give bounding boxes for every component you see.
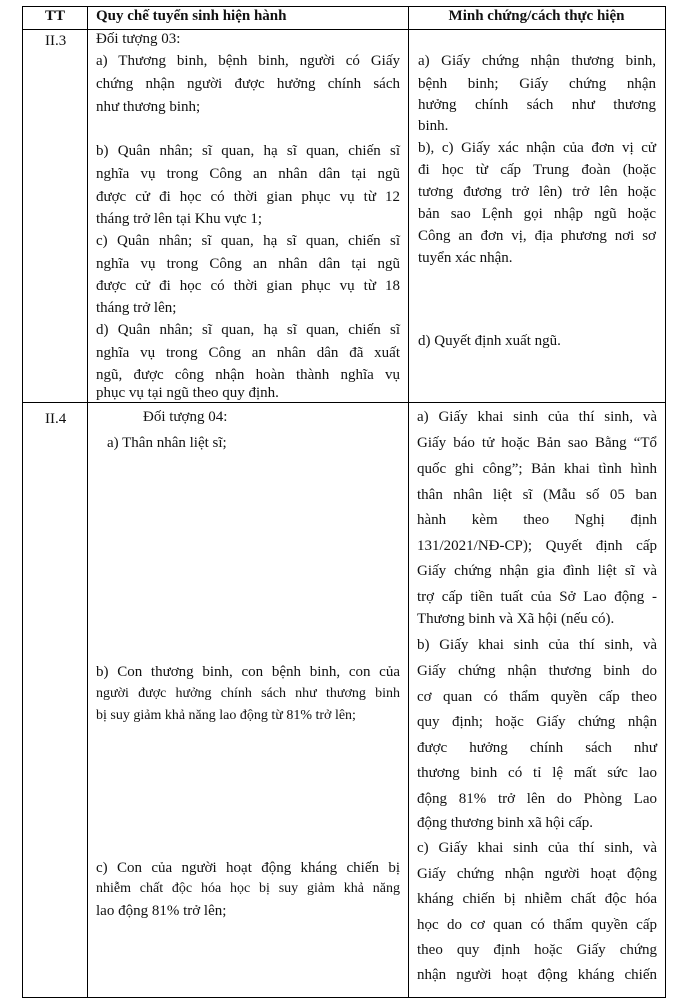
evidence-line: Công an đơn vị, địa phương nơi sơ: [418, 228, 656, 244]
reg-line: b) Con thương binh, con bệnh binh, con của: [96, 664, 400, 680]
evidence-line: theo quy định hoặc Giấy chứng: [417, 942, 657, 958]
header-tt: TT: [44, 8, 65, 24]
reg-line: c) Quân nhân; sĩ quan, hạ sĩ quan, chiến sĩ: [96, 233, 400, 249]
evidence-line: thân nhân liệt sĩ (Mẫu số 05 ban: [417, 487, 657, 503]
reg-line: c) Con của người hoạt động kháng chiến bị: [96, 860, 400, 876]
evidence-line: quốc ghi công”; Bản khai tình hình: [417, 461, 657, 477]
evidence-line: 131/2021/NĐ-CP); Quyết định cấp: [417, 538, 657, 554]
evidence-line: cơ quan có thẩm quyền cấp theo: [417, 689, 657, 705]
reg-line: a) Thân nhân liệt sĩ;: [107, 435, 227, 451]
row-id: II.4: [45, 411, 67, 427]
reg-line: chứng nhận người được hưởng chính sách: [96, 76, 400, 92]
evidence-line: a) Giấy chứng nhận thương binh,: [418, 53, 656, 69]
evidence-line: a) Giấy khai sinh của thí sinh, và: [417, 409, 657, 425]
reg-line: bị suy giảm khả năng lao động từ 81% trở lên;: [96, 708, 356, 723]
reg-line: lao động 81% trở lên;: [96, 903, 227, 919]
evidence-line: quy định; hoặc Giấy chứng nhận: [417, 714, 657, 730]
evidence-line: hưởng chính sách như thương: [418, 97, 656, 113]
evidence-line: tương đương trở lên) trở lên hoặc: [418, 184, 656, 200]
column-divider-2: [408, 6, 409, 998]
evidence-line: đi học từ cấp Trung đoàn (hoặc: [418, 162, 656, 178]
evidence-line: Giấy chứng nhận thương binh do: [417, 663, 657, 679]
row-id: II.3: [45, 33, 67, 49]
evidence-line: bản sao Lệnh gọi nhập ngũ hoặc: [418, 206, 656, 222]
reg-line: được cử đi học có thời gian phục vụ từ 12: [96, 189, 400, 205]
table-bottom-border: [22, 997, 665, 998]
evidence-line: trợ cấp tiền tuất của Sở Lao động -: [417, 589, 657, 605]
evidence-line: b) Giấy khai sinh của thí sinh, và: [417, 637, 657, 653]
reg-line: d) Quân nhân; sĩ quan, hạ sĩ quan, chiến sĩ: [96, 322, 400, 338]
reg-line: a) Thương binh, bệnh binh, người có Giấy: [96, 53, 400, 69]
evidence-line: c) Giấy khai sinh của thí sinh, và: [417, 840, 657, 856]
evidence-line: hành kèm theo Nghị định: [417, 512, 657, 528]
evidence-line: động thương binh xã hội cấp.: [417, 815, 594, 831]
evidence-line: Giấy chứng nhận người hoạt động: [417, 866, 657, 882]
evidence-line: d) Quyết định xuất ngũ.: [418, 333, 561, 349]
reg-line: được cử đi học có thời gian phục vụ từ 18: [96, 278, 400, 294]
evidence-line: tuyển xác nhận.: [418, 250, 513, 266]
table-right-border: [665, 6, 666, 998]
group-title: Đối tượng 03:: [96, 31, 181, 47]
table-top-border: [22, 6, 665, 7]
evidence-line: b), c) Giấy xác nhận của đơn vị cử: [418, 140, 656, 156]
reg-line: phục vụ tại ngũ theo quy định.: [96, 385, 279, 401]
evidence-line: thương binh có tỉ lệ mất sức lao: [417, 765, 657, 781]
evidence-line: được hưởng chính sách như: [417, 740, 657, 756]
reg-line: nghĩa vụ trong Công an nhân dân đã xuất: [96, 345, 400, 361]
reg-line: ngũ, được công nhận hoàn thành nghĩa vụ: [96, 367, 400, 383]
reg-line: tháng trở lên;: [96, 300, 177, 316]
reg-line: như thương binh;: [96, 99, 201, 115]
evidence-line: động 81% trở lên do Phòng Lao: [417, 791, 657, 807]
evidence-line: nhận người hoạt động kháng chiến: [417, 967, 657, 983]
column-divider-1: [87, 6, 88, 998]
evidence-line: kháng chiến bị nhiễm chất độc hóa: [417, 891, 657, 907]
evidence-line: học do cơ quan có thẩm quyền cấp: [417, 917, 657, 933]
reg-line: nhiễm chất độc hóa học bị suy giảm khả năng: [96, 881, 400, 896]
reg-line: nghĩa vụ trong Công an nhân dân tại ngũ: [96, 166, 400, 182]
evidence-line: bệnh binh; Giấy chứng nhận: [418, 76, 656, 92]
group-title: Đối tượng 04:: [143, 409, 228, 425]
reg-line: b) Quân nhân; sĩ quan, hạ sĩ quan, chiến sĩ: [96, 143, 400, 159]
reg-line: nghĩa vụ trong Công an nhân dân tại ngũ: [96, 256, 400, 272]
evidence-line: Giấy chứng nhận gia đình liệt sĩ và: [417, 563, 657, 579]
evidence-line: binh.: [418, 118, 449, 134]
row-divider: [22, 402, 665, 403]
reg-line: tháng trở lên tại Khu vực 1;: [96, 211, 263, 227]
evidence-line: Giấy báo tử hoặc Bản sao Bằng “Tổ: [417, 435, 657, 451]
header-bottom-border: [22, 29, 665, 30]
header-regulation: Quy chế tuyển sinh hiện hành: [96, 8, 287, 24]
table-left-border: [22, 6, 23, 998]
reg-line: người được hưởng chính sách như thương binh: [96, 686, 400, 701]
header-evidence: Minh chứng/cách thực hiện: [448, 8, 625, 24]
evidence-line: Thương binh và Xã hội (nếu có).: [417, 611, 615, 627]
